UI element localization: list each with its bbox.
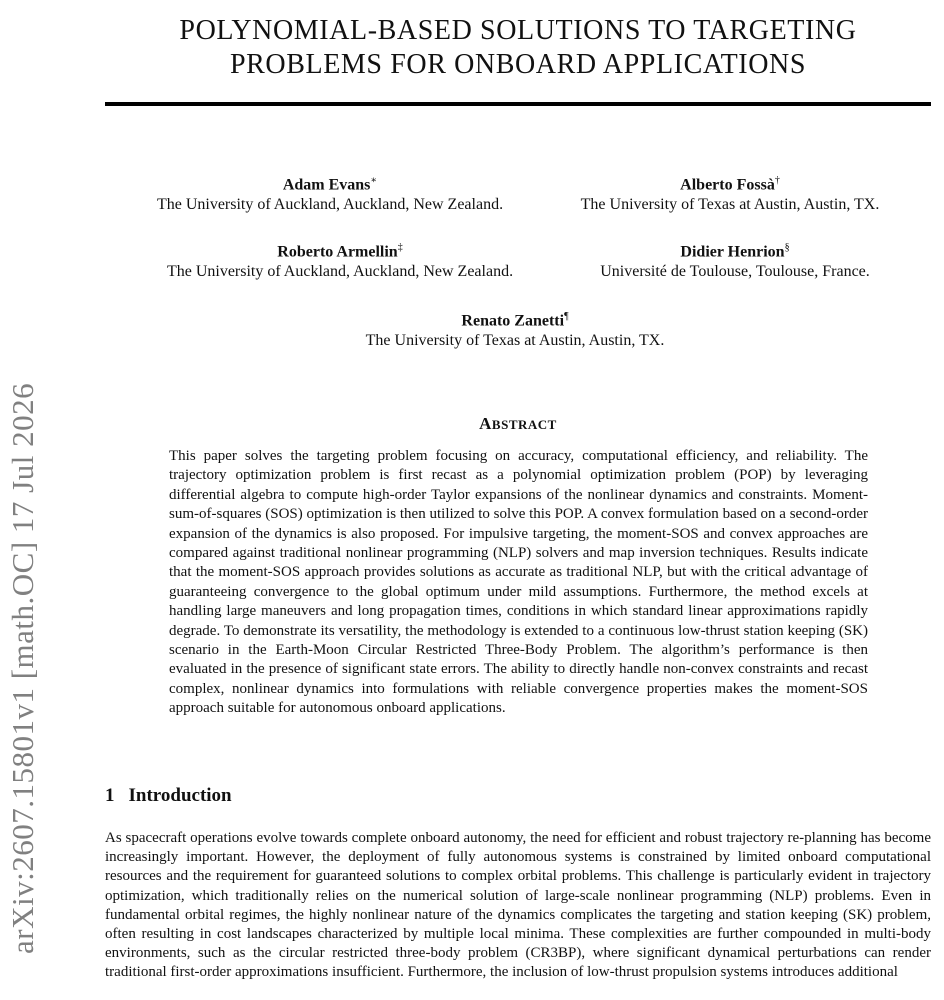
- author-block-fossa: [555, 171, 905, 215]
- abstract-heading-rest: BSTRACT: [491, 417, 557, 432]
- title-line-2: PROBLEMS FOR ONBOARD APPLICATIONS: [229, 49, 807, 80]
- author-block-evans: [130, 171, 530, 215]
- footnote-mark: ∗: [370, 175, 378, 186]
- author-affiliation: The University of Auckland, Auckland, New Zealand.: [166, 263, 514, 281]
- section-heading: [105, 785, 232, 807]
- author-name: Adam Evans: [282, 176, 371, 194]
- footnote-mark: §: [784, 242, 790, 253]
- author-name: Roberto Armellin: [277, 243, 398, 261]
- section-number: 1: [105, 785, 115, 806]
- author-affiliation: The University of Texas at Austin, Austin, TX.: [580, 196, 880, 214]
- author-block-zanetti: [300, 307, 730, 351]
- author-affiliation: Université de Toulouse, Toulouse, France.: [600, 263, 870, 281]
- author-affiliation: The University of Auckland, Auckland, New Zealand.: [156, 196, 504, 214]
- author-block-armellin: [140, 238, 540, 282]
- introduction-body: As spacecraft operations evolve towards complete onboard autonomy, the need for efficient and robust trajectory re-planning has become increasingly important. However, the deployment of fully autonomous systems is constrained by limited onboard computational resources and the requirement for guaranteed solutions to complex orbital problems. This challenge is particularly evident in trajectory optimization, which traditionally relies on the numerical solution of large-scale nonlinear programming (NLP) problems. Even in fundamental orbital regimes, the highly nonlinear nature of the dynamics complicates the targeting and station keeping (SK) problem, often resulting in cost landscapes characterized by multiple local minima. These complexities are further compounded in multi-body environments, such as the circular restricted three-body problem (CR3BP), where significant dynamical perturbations can render traditional first-order approximations insufficient. Furthermore, the inclusion of low-thrust propulsion systems introduces additional: [105, 830, 931, 981]
- paper-title: [105, 14, 931, 82]
- author-name: Alberto Fossà: [680, 176, 775, 194]
- footnote-mark: †: [774, 175, 780, 186]
- title-line-1: POLYNOMIAL-BASED SOLUTIONS TO TARGETING: [179, 15, 857, 46]
- author-affiliation: The University of Texas at Austin, Austin, TX.: [365, 332, 665, 350]
- arxiv-identifier: arXiv:2607.15801v1 [math.OC] 17 Jul 2026: [5, 382, 40, 954]
- footnote-mark: ¶: [564, 311, 569, 322]
- author-block-henrion: [580, 238, 890, 282]
- abstract-body: This paper solves the targeting problem focusing on accuracy, computational efficiency, and reliability. The trajectory optimization problem is first recast as a polynomial optimization problem (POP) by leveraging differential algebra to compute high-order Taylor expansions of the nonlinear dynamics and constraints. Moment-sum-of-squares (SOS) optimization is then utilized to solve this POP. A convex formulation based on a second-order expansion of the dynamics is also proposed. For impulsive targeting, the moment-SOS and convex approaches are compared against traditional nonlinear programming (NLP) solvers and map inversion techniques. Results indicate that the moment-SOS approach provides solutions as accurate as traditional NLP, but with the critical advantage of guaranteeing convergence to the global optimum under mild assumptions. Furthermore, the method excels at handling large maneuvers and long propagation times, conditions in which standard linear approximations rapidly degrade. To demonstrate its versatility, the methodology is extended to a continuous low-thrust station keeping (SK) scenario in the Earth-Moon Circular Restricted Three-Body Problem. The algorithm’s performance is then evaluated in the presence of significant state errors. The ability to directly handle non-convex constraints and recast complex, nonlinear dynamics into formulations with reliable convergence properties makes the moment-SOS approach suitable for autonomous onboard applications.: [169, 448, 868, 717]
- title-rule: [105, 102, 931, 106]
- section-title: Introduction: [128, 785, 232, 806]
- footnote-mark: ‡: [397, 242, 403, 253]
- abstract-heading-initial: A: [479, 414, 492, 433]
- author-name: Renato Zanetti: [461, 312, 565, 330]
- abstract-heading: [105, 414, 931, 434]
- author-name: Didier Henrion: [680, 243, 785, 261]
